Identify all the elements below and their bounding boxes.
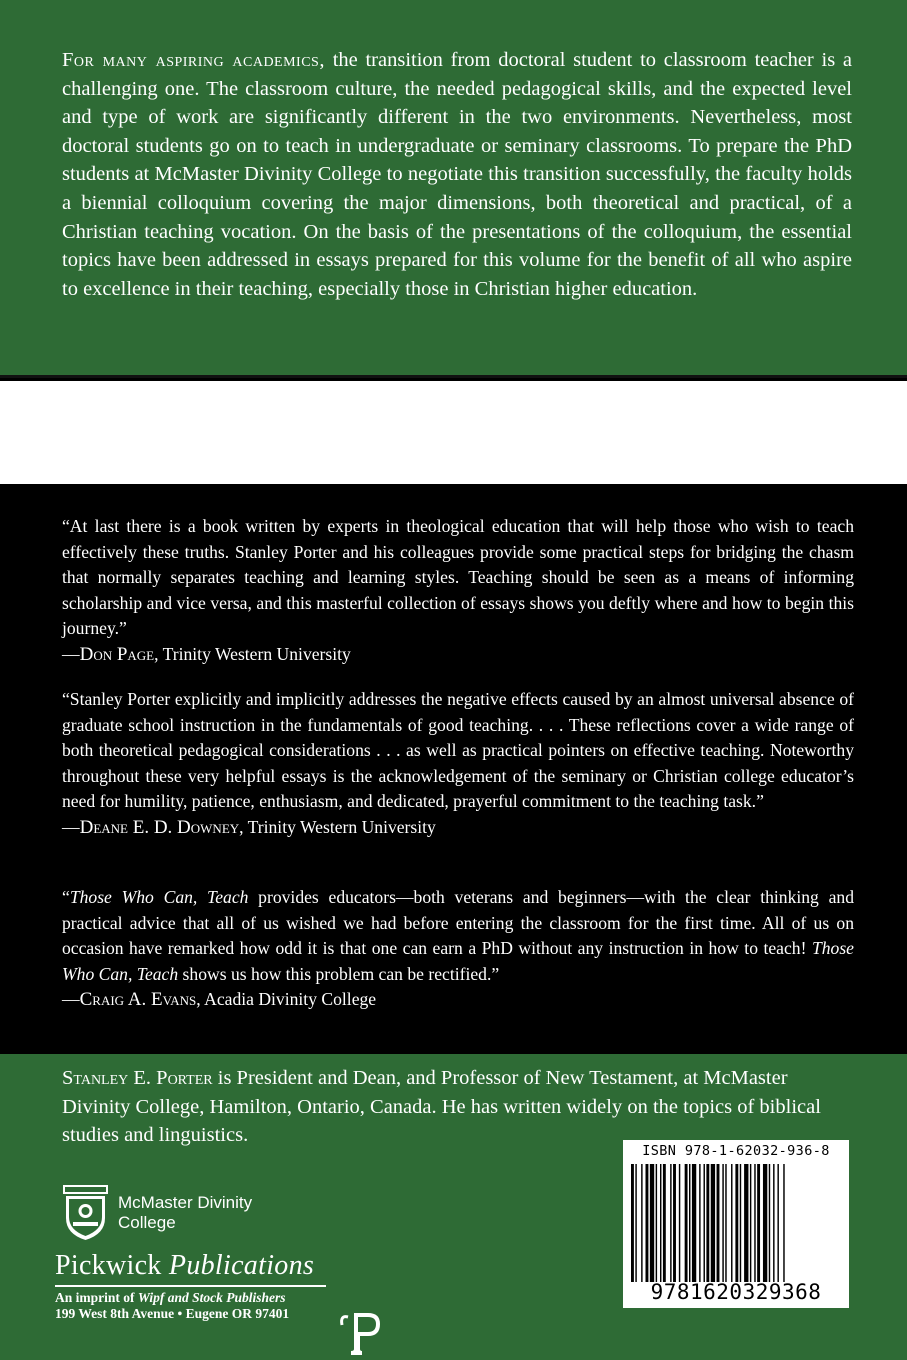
mcmaster-divinity-college-name: McMaster Divinity College <box>118 1193 253 1232</box>
pickwick-p-logo-icon <box>338 1309 382 1355</box>
description-text: the transition from doctoral student to classroom teacher is a challenging one. The classroom culture, the needed pedagogical skills, and the expected level and type of work are significantly different in the two environments. Nevertheless, most doctoral students go on to teach in undergraduate or seminary classrooms. To prepare the PhD students at McMaster Divinity College to negotiate this transition successfully, the faculty holds a biennial colloquium covering the major dimensions, both theoretical and practical, of a Christian teaching vocation. On the basis of the presentations of the colloquium, the essential topics have been addressed in essays prepared for this volume for the benefit of all who aspire to excellence in their teaching, especially those in Christian higher education. <box>62 49 852 300</box>
barcode-icon <box>631 1164 841 1282</box>
endorsement-3: “Those Who Can, Teach provides educators—both veterans and beginners—with the clear thinking and practical advice that all of us wished we had before entering the classroom for the first time. All of us on occasion have remarked how odd it is that one can earn a PhD without any instruction in how to teach! Those Who Can, Teach shows us how this problem can be rectified.” —Craig A. Evans, Acadia Divinity College <box>62 885 854 1013</box>
description-lead: For many aspiring academics, <box>62 49 325 71</box>
endorsement-2-attribution: —Deane E. D. Downey, Trinity Western University <box>62 816 436 838</box>
author-bio-text: is President and Dean, and Professor of New Testament, at McMaster Divinity College, Hamilton, Ontario, Canada. He has written widely on the topics of biblical studies and linguistics. <box>62 1067 821 1147</box>
description-panel <box>0 0 907 378</box>
isbn-label: ISBN 978-1-62032-936-8 <box>642 1143 830 1159</box>
endorsement-1-attribution: —Don Page, Trinity Western University <box>62 643 351 665</box>
endorsement-3-attribution: —Craig A. Evans, Acadia Divinity College <box>62 989 377 1011</box>
book-title-italic: Those Who Can, Teach <box>69 887 249 907</box>
endorsement-2 <box>62 687 854 841</box>
endorsement-1 <box>62 514 854 668</box>
white-divider-band <box>0 381 907 484</box>
author-name: Stanley E. Porter <box>62 1067 213 1089</box>
endorsements-panel <box>0 484 907 1054</box>
isbn-barcode <box>623 1140 849 1308</box>
book-description <box>62 46 852 303</box>
book-title-italic: Those Who Can, Teach <box>62 938 854 984</box>
endorser-affiliation: , Trinity Western University <box>239 816 436 837</box>
endorsement-1-text: “At last there is a book written by experts in theological education that will help those who wish to teach effectively these truths. Stanley Porter and his colleagues provide some practical steps for bridging the chasm that normally separates teaching and learning styles. Teaching should be seen as a means of informing scholarship and vice versa, and this masterful collection of essays shows you deftly where and how to begin this journey.” <box>62 516 854 639</box>
mcmaster-crest-icon <box>62 1184 109 1241</box>
publisher-panel <box>0 1054 907 1360</box>
endorser-name: Don Page <box>79 643 155 665</box>
endorser-name: Craig A. Evans <box>79 989 197 1011</box>
endorser-affiliation: , Trinity Western University <box>154 643 351 664</box>
publisher-rule <box>55 1285 326 1287</box>
endorsement-2-text: “Stanley Porter explicitly and implicitly addresses the negative effects caused by an almost universal absence of graduate school instruction in the fundamentals of good teaching. . . . These reflections cover a wide range of both theoretical pedagogical considerations . . . as well as practical pointers on effective teaching. Noteworthy throughout these very helpful essays is the acknowledgement of the seminary or Christian college educator’s need for humility, patience, enthusiasm, and dedicated, prayerful commitment to the teaching task.” <box>62 689 854 812</box>
publisher-imprint: An imprint of Wipf and Stock Publishers 199 West 8th Avenue • Eugene OR 97401 <box>55 1290 290 1321</box>
isbn-digits: 9781620329368 <box>650 1280 822 1304</box>
endorser-name: Deane E. D. Downey <box>79 816 240 838</box>
pickwick-publications-wordmark: Pickwick Publications <box>55 1250 315 1281</box>
author-bio <box>62 1064 854 1150</box>
endorser-affiliation: , Acadia Divinity College <box>196 989 377 1010</box>
